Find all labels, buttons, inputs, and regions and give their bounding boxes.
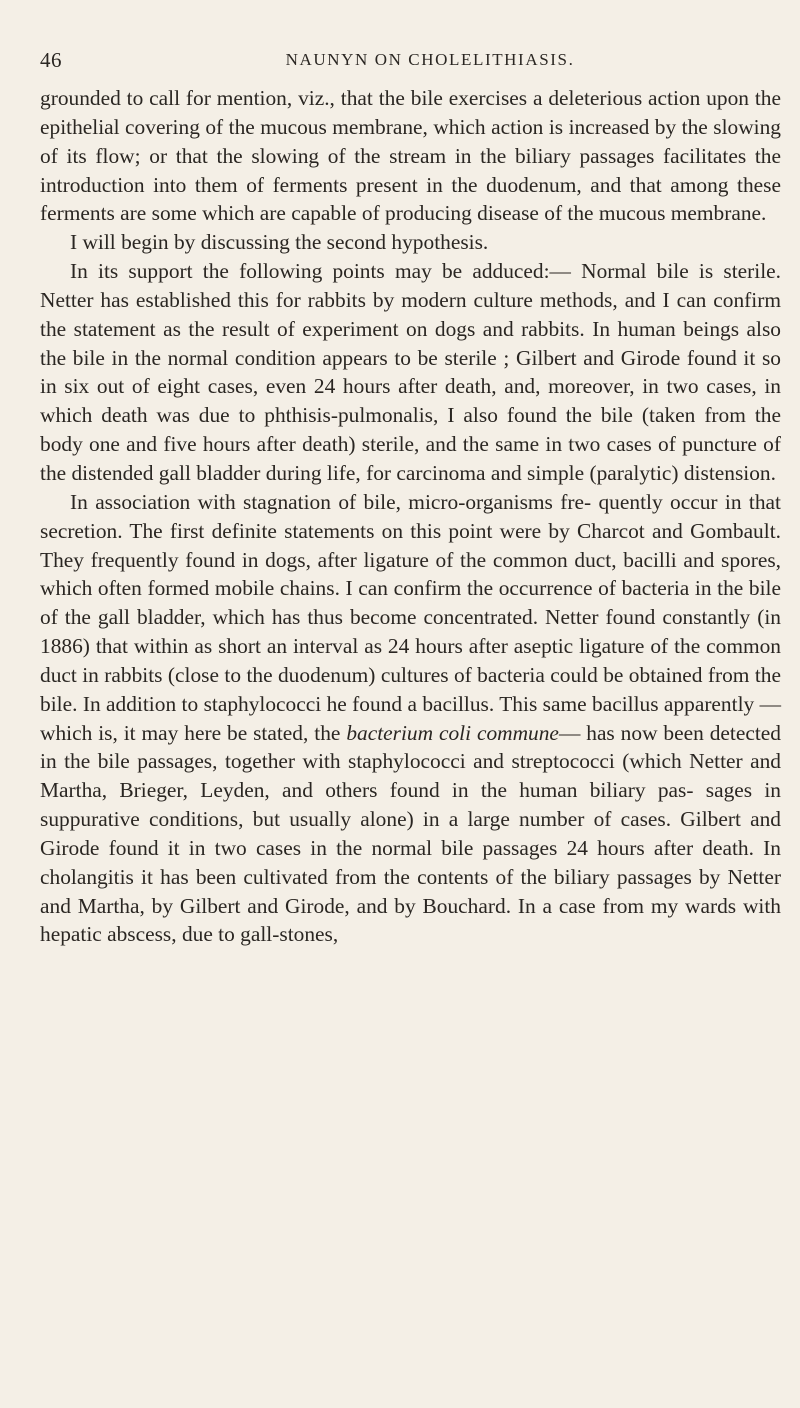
paragraph-3-text: In its support the following points may be adduced:— Normal bile is sterile. Netter has established this for rabbits by modern culture methods, and I can confirm the statement as the result of experiment on dogs and rabbits. In human beings also the bile in the normal condition appears to be sterile ; Gilbert and Girode found it so in six out of eight cases, even 24 hours after death, and, moreover, in two cases, in which death was due to phthisis-pulmonalis, I also found the bile (taken from the body one and five hours after death) sterile, and the same in two cases of puncture of the distended gall bladder during life, for carcinoma and simple (paralytic) distension. [40, 259, 781, 485]
paragraph-4 [40, 488, 781, 950]
paragraph-1-text: grounded to call for mention, viz., that the bile exercises a deleterious action upon the epithelial covering of the mucous membrane, which action is increased by the slowing of its flow; or that the slowing of the stream in the biliary passages facilitates the introduction into them of ferments present in the duodenum, and that among these ferments are some which are capable of producing disease of the mucous membrane. [40, 86, 781, 226]
running-head [40, 48, 780, 74]
paragraph-3 [40, 257, 781, 488]
paragraph-2 [40, 228, 781, 257]
bacterium-name-italic: bacterium coli commune [346, 720, 559, 745]
page-number: 46 [40, 48, 62, 72]
paragraph-4-text-a: In association with stagnation of bile, micro-organisms fre- quently occur in that secretion. The first definite statements on this point were by Charcot and Gombault. They frequently found in dogs, after ligature of the common duct, bacilli and spores, which often formed mobile chains. I can confirm the occurrence of bacteria in the bile of the gall bladder, which has thus become concentrated. Netter found constantly (in 1886) that within as short an interval as 24 hours after aseptic ligature of the common duct in rabbits (close to the duodenum) cultures of bacteria could be obtained from the bile. In addition to staphylococci he found a bacillus. This same bacillus apparently —which is, it may here be stated, the [40, 489, 781, 745]
paragraph-4-text-b: — has now been detected in the bile passages, together with staphylococci and streptococci (which Netter and Martha, Brieger, Leyden, and others found in the human biliary pas- sages in suppurative conditions, but usually alone) in a large number of cases. Gilbert and Girode found it in two cases in the normal bile passages 24 hours after death. In cholangitis it has been cultivated from the contents of the biliary passages by Netter and Martha, by Gilbert and Girode, and by Bouchard. In a case from my wards with hepatic abscess, due to gall-stones, [40, 720, 781, 947]
paragraph-1 [40, 84, 781, 228]
paragraph-2-text: I will begin by discussing the second hypothesis. [70, 230, 489, 255]
body-text [40, 84, 781, 949]
running-title: NAUNYN ON CHOLELITHIASIS. [285, 50, 575, 69]
